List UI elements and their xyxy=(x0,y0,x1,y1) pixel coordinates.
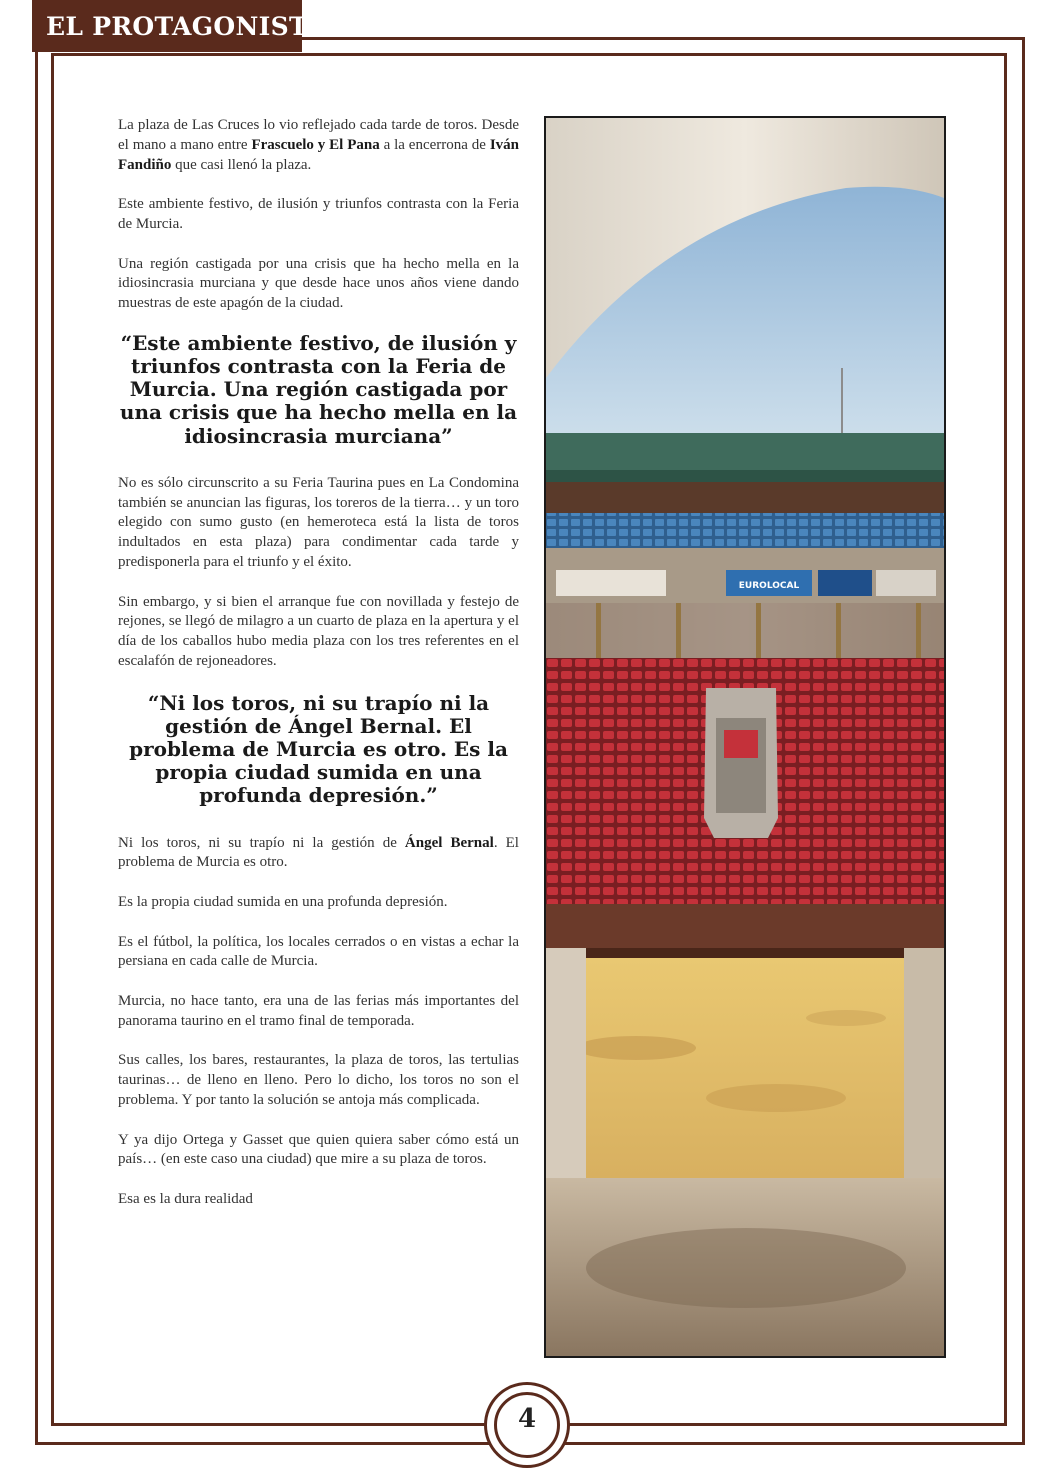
pull-quote-1: “Este ambiente festivo, de ilusión y triunfos contrasta con la Feria de Murcia. Una región castigada por una crisis que ha hecho mella en la idiosincrasia murciana” xyxy=(119,330,518,448)
paragraph-9: Murcia, no hace tanto, era una de las ferias más importantes del panorama taurino en el tramo final de temporada. xyxy=(118,992,519,1029)
paragraph-7: Es la propia ciudad sumida en una profunda depresión. xyxy=(118,893,448,910)
paragraph-11: Y ya dijo Ortega y Gasset que quien quiera saber cómo está un país… (en este caso una ciudad) que mire a su plaza de toros. xyxy=(118,1131,519,1168)
paragraph-10: Sus calles, los bares, restaurantes, la plaza de toros, las tertulias taurinas… de lleno en lleno. Pero lo dicho, los toros no son el problema. Y por tanto la solución se antoja más complicada. xyxy=(118,1052,519,1108)
paragraph-6-text-a: Ni los toros, ni su trapío ni la gestión de xyxy=(118,834,405,851)
paragraph-6-text-c: . El problema de Murcia es otro. xyxy=(118,834,519,871)
bullring-photo xyxy=(544,116,946,1358)
paragraph-1 xyxy=(118,116,519,175)
page-number: 4 xyxy=(517,1404,537,1434)
paragraph-2: Este ambiente festivo, de ilusión y triunfos contrasta con la Feria de Murcia. xyxy=(118,196,519,232)
paragraph-4: No es sólo circunscrito a su Feria Taurina pues en La Condomina también se anuncian las figuras, los toreros de la tierra… y un toro elegido con sumo gusto (en hemeroteca está la lista de toros indultados en esta plaza) para condimentar cada tarde y predisponerla para el triunfo y el éxito. xyxy=(118,474,519,570)
article-body xyxy=(118,116,519,1230)
bold-ivan-fandino: Iván Fandiño xyxy=(118,136,519,173)
paragraph-1-text-c: a la encerrona de xyxy=(379,136,490,153)
pull-quote-2: “Ni los toros, ni su trapío ni la gestión de Ángel Bernal. El problema de Murcia es otro. Es la propia ciudad sumida en una profunda depresión.” xyxy=(129,690,508,808)
banner-text: EUROLOCAL xyxy=(738,581,800,591)
paragraph-8: Es el fútbol, la política, los locales cerrados o en vistas a echar la persiana en cada calle de Murcia. xyxy=(118,933,519,970)
paragraph-3: Una región castigada por una crisis que ha hecho mella en la idiosincrasia murciana y que desde hace unos años viene dando muestras de este apagón de la ciudad. xyxy=(118,255,519,312)
paragraph-1-text-e: que casi llenó la plaza. xyxy=(171,156,312,173)
paragraph-6 xyxy=(118,834,519,874)
bold-angel-bernal: Ángel Bernal xyxy=(404,834,494,851)
bold-frascuelo-el-pana: Frascuelo y El Pana xyxy=(251,136,380,153)
bullring-illustration xyxy=(546,118,944,1356)
paragraph-1-text-a: La plaza de Las Cruces lo vio reflejado cada tarde de toros. Desde el mano a mano entre xyxy=(118,117,519,153)
paragraph-12: Esa es la dura realidad xyxy=(118,1190,253,1207)
paragraph-5: Sin embargo, y si bien el arranque fue con novillada y festejo de rejones, se llegó de milagro a un cuarto de plaza en la apertura y el día de los caballos hubo media plaza con los tres referentes en el escalafón de rejoneadores. xyxy=(118,593,519,669)
section-title: EL PROTAGONISTA xyxy=(46,12,327,41)
